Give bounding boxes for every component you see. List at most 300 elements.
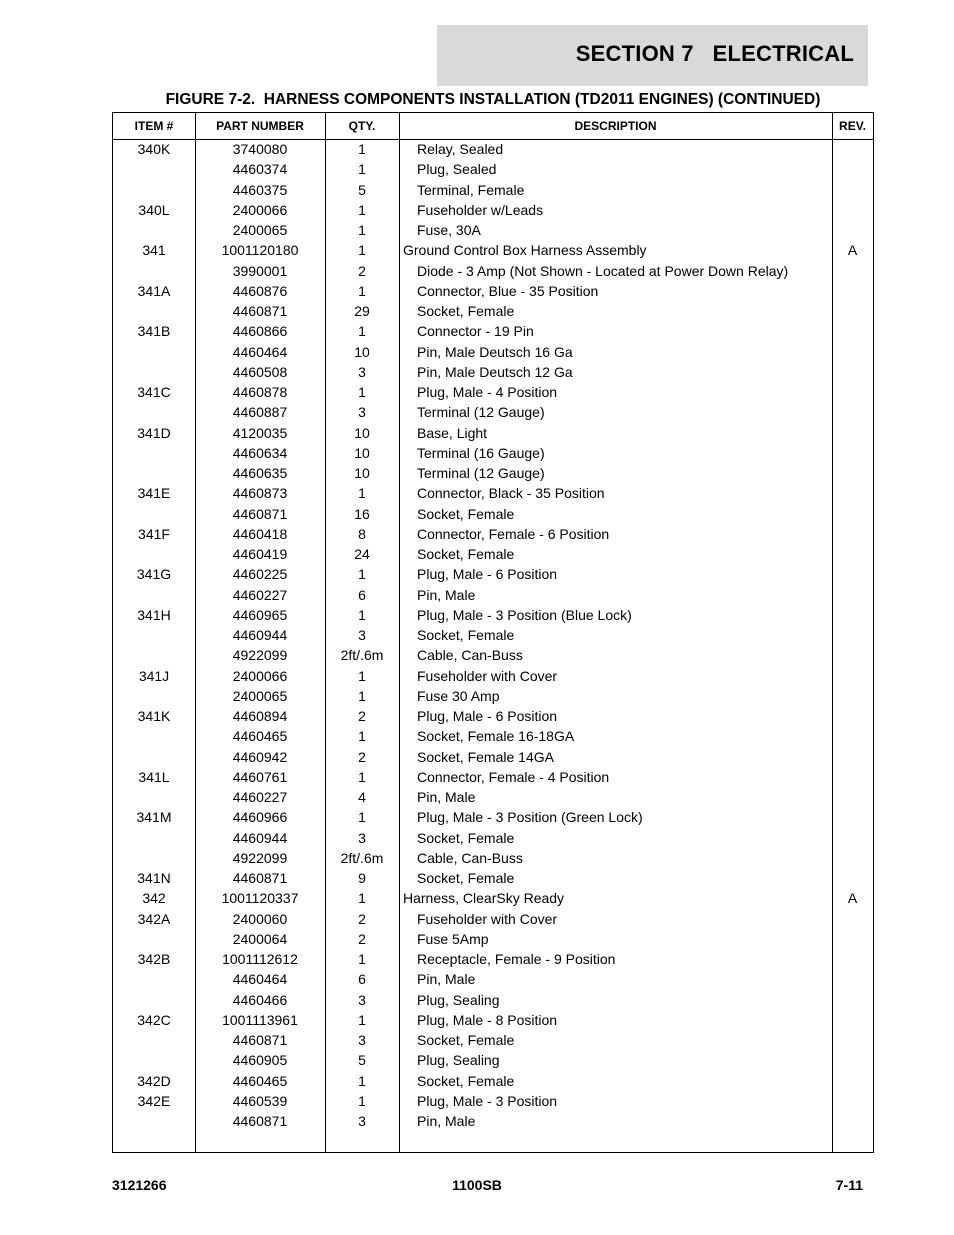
item-cell: 341G: [136, 566, 172, 583]
item-cell: 342B: [137, 951, 171, 967]
part-number-cell: 4460374: [232, 161, 288, 178]
rev-cell: [832, 625, 873, 645]
table-row: [113, 929, 873, 949]
rev-cell: [832, 382, 873, 402]
rev-cell: [832, 787, 873, 807]
description-cell: Socket, Female 14GA: [417, 748, 554, 765]
table-row: [113, 564, 873, 584]
item-cell: [113, 990, 195, 1010]
rev-cell: [832, 443, 873, 463]
rev-cell: [832, 1050, 873, 1070]
table-row: [113, 686, 873, 706]
description-cell: Terminal (12 Gauge): [417, 465, 545, 481]
item-cell: 341K: [137, 708, 171, 724]
description-cell: Terminal (16 Gauge): [417, 444, 545, 461]
rev-cell: A: [847, 890, 858, 907]
part-number-cell: 1001120337: [221, 890, 299, 907]
table-row: [113, 949, 873, 969]
parts-table: [112, 112, 874, 1153]
table-row: [113, 909, 873, 929]
table-row: [113, 544, 873, 564]
qty-cell: 10: [354, 424, 370, 441]
table-row: [113, 807, 873, 827]
part-number-cell: 4460375: [232, 181, 288, 198]
rev-cell: [832, 1111, 873, 1131]
description-cell: Fuseholder with Cover: [417, 667, 558, 684]
item-cell: 341: [142, 242, 166, 259]
qty-cell: 2: [358, 910, 366, 927]
table-row: [113, 524, 873, 544]
description-cell: Connector, Black - 35 Position: [417, 485, 605, 502]
header-item: ITEM #: [134, 119, 174, 133]
description-cell: Pin, Male: [417, 789, 476, 805]
part-number-cell: 3740080: [232, 141, 288, 157]
rev-cell: [832, 1030, 873, 1050]
qty-cell: 1: [358, 667, 366, 684]
qty-cell: 6: [358, 971, 366, 988]
part-number-cell: 4922099: [232, 647, 288, 664]
qty-cell: 3: [358, 627, 366, 643]
table-row: [113, 868, 873, 888]
item-cell: [113, 747, 195, 767]
rev-cell: [832, 909, 873, 929]
table-row: [113, 240, 873, 260]
item-cell: 342C: [137, 1011, 171, 1028]
description-cell: Relay, Sealed: [417, 141, 504, 157]
item-cell: [113, 362, 195, 382]
qty-cell: 1: [358, 141, 366, 157]
item-cell: 342A: [137, 910, 171, 927]
description-cell: Receptacle, Female - 9 Position: [417, 951, 616, 967]
description-cell: Base, Light: [417, 424, 488, 441]
rev-cell: [832, 1010, 873, 1030]
qty-cell: 1: [358, 728, 366, 745]
qty-cell: 29: [354, 303, 370, 319]
rev-cell: [832, 544, 873, 564]
description-cell: Cable, Can-Buss: [417, 647, 523, 664]
table-row: [113, 1050, 873, 1070]
description-cell: Socket, Female: [417, 829, 515, 846]
item-cell: 341B: [137, 323, 171, 340]
description-cell: Diode - 3 Amp (Not Shown - Located at Power Down Relay): [417, 262, 789, 279]
item-cell: [113, 726, 195, 746]
table-row: [113, 321, 873, 341]
table-row: [113, 1030, 873, 1050]
qty-cell: 1: [358, 282, 366, 299]
description-cell: Plug, Male - 3 Position: [417, 1092, 558, 1109]
description-cell: Connector, Female - 6 Position: [417, 525, 610, 542]
part-number-cell: 4460871: [232, 870, 288, 886]
qty-cell: 1: [358, 768, 366, 785]
qty-cell: 1: [358, 951, 366, 967]
qty-cell: 1: [358, 384, 366, 400]
rev-cell: [832, 747, 873, 767]
part-number-cell: 4460965: [232, 606, 288, 623]
part-number-cell: 2400066: [232, 201, 288, 218]
qty-cell: 3: [358, 404, 366, 421]
qty-cell: 1: [358, 485, 366, 502]
description-cell: Plug, Male - 6 Position: [417, 708, 558, 724]
item-cell: 342: [142, 890, 166, 907]
table-row: [113, 585, 873, 605]
part-number-cell: 4460539: [232, 1092, 288, 1109]
item-cell: [113, 625, 195, 645]
rev-cell: [832, 564, 873, 584]
description-cell: Harness, ClearSky Ready: [403, 890, 565, 907]
rev-cell: A: [847, 242, 858, 259]
table-body: [113, 139, 873, 1131]
qty-cell: 5: [358, 181, 366, 198]
item-cell: [113, 342, 195, 362]
table-row: [113, 139, 873, 159]
part-number-cell: 4460419: [232, 546, 288, 562]
qty-cell: 8: [358, 525, 366, 542]
qty-cell: 3: [358, 363, 366, 380]
qty-cell: 16: [354, 505, 370, 522]
rev-cell: [832, 828, 873, 848]
table-row: [113, 666, 873, 686]
part-number-cell: 4460894: [232, 708, 288, 724]
part-number-cell: 4460465: [232, 728, 288, 745]
qty-cell: 10: [354, 465, 370, 481]
qty-cell: 6: [358, 586, 366, 603]
part-number-cell: 4460873: [232, 485, 288, 502]
table-row: [113, 969, 873, 989]
description-cell: Socket, Female 16-18GA: [417, 728, 575, 745]
item-cell: 341F: [138, 525, 170, 542]
item-cell: [113, 220, 195, 240]
description-cell: Fuseholder with Cover: [417, 910, 558, 927]
header-qty: QTY.: [348, 119, 376, 133]
qty-cell: 1: [358, 566, 366, 583]
rev-cell: [832, 524, 873, 544]
item-cell: 342E: [137, 1092, 171, 1109]
part-number-cell: 4460761: [232, 768, 288, 785]
description-cell: Socket, Female: [417, 546, 515, 562]
description-cell: Fuseholder w/Leads: [417, 201, 544, 218]
description-cell: Fuse, 30A: [417, 222, 481, 238]
rev-cell: [832, 848, 873, 868]
item-cell: [113, 929, 195, 949]
qty-cell: 3: [358, 829, 366, 846]
part-number-cell: 4460871: [232, 303, 288, 319]
table-row: [113, 990, 873, 1010]
part-number-cell: 4460905: [232, 1052, 288, 1069]
table-row: [113, 1071, 873, 1091]
rev-cell: [832, 200, 873, 220]
description-cell: Cable, Can-Buss: [417, 849, 523, 866]
description-cell: Connector, Blue - 35 Position: [417, 282, 599, 299]
part-number-cell: 4460227: [232, 789, 288, 805]
item-cell: [113, 828, 195, 848]
table-row: [113, 443, 873, 463]
item-cell: [113, 463, 195, 483]
description-cell: Plug, Male - 8 Position: [417, 1011, 558, 1028]
table-row: [113, 625, 873, 645]
qty-cell: 5: [358, 1052, 366, 1069]
qty-cell: 1: [358, 1092, 366, 1109]
table-row: [113, 220, 873, 240]
item-cell: [113, 1111, 195, 1131]
description-cell: Terminal, Female: [417, 181, 525, 198]
header-rev: REV.: [839, 119, 866, 133]
description-cell: Ground Control Box Harness Assembly: [403, 242, 647, 259]
item-cell: [113, 969, 195, 989]
rev-cell: [832, 666, 873, 686]
table-row: [113, 200, 873, 220]
rev-cell: [832, 868, 873, 888]
part-number-cell: 2400060: [232, 910, 288, 927]
item-cell: 340L: [138, 201, 170, 218]
part-number-cell: 4460871: [232, 1113, 288, 1129]
part-number-cell: 4460871: [232, 1032, 288, 1048]
rev-cell: [832, 686, 873, 706]
item-cell: [113, 544, 195, 564]
rev-cell: [832, 261, 873, 281]
rev-cell: [832, 342, 873, 362]
footer-page-number: 7-11: [835, 1177, 863, 1193]
part-number-cell: 4922099: [232, 849, 288, 866]
qty-cell: 1: [358, 1072, 366, 1089]
table-row: [113, 180, 873, 200]
qty-cell: 10: [354, 444, 370, 461]
description-cell: Plug, Sealed: [417, 161, 497, 178]
rev-cell: [832, 929, 873, 949]
description-cell: Pin, Male: [417, 971, 476, 988]
description-cell: Plug, Sealing: [417, 1052, 500, 1069]
qty-cell: 1: [358, 242, 366, 259]
part-number-cell: 1001112612: [222, 951, 298, 967]
qty-cell: 1: [358, 606, 366, 623]
rev-cell: [832, 220, 873, 240]
part-number-cell: 4460871: [232, 505, 288, 522]
description-cell: Socket, Female: [417, 627, 515, 643]
item-cell: 341N: [137, 870, 171, 886]
item-cell: [113, 180, 195, 200]
item-cell: 341A: [137, 282, 171, 299]
item-cell: 342D: [137, 1072, 171, 1089]
rev-cell: [832, 1091, 873, 1111]
item-cell: [113, 686, 195, 706]
section-banner: [437, 25, 868, 86]
rev-cell: [832, 281, 873, 301]
rev-cell: [832, 362, 873, 382]
part-number-cell: 1001113961: [222, 1011, 298, 1028]
part-number-cell: 4460887: [232, 404, 288, 421]
qty-cell: 10: [354, 343, 370, 360]
table-row: [113, 888, 873, 908]
qty-cell: 2: [358, 262, 366, 279]
item-cell: 341C: [137, 384, 171, 400]
qty-cell: 1: [358, 201, 366, 218]
footer-model: 1100SB: [452, 1177, 502, 1193]
part-number-cell: 4460966: [232, 809, 288, 826]
description-cell: Plug, Male - 4 Position: [417, 384, 558, 400]
item-cell: 341L: [138, 768, 170, 785]
description-cell: Connector - 19 Pin: [417, 323, 534, 340]
table-row: [113, 159, 873, 179]
description-cell: Pin, Male: [417, 586, 476, 603]
rev-cell: [832, 159, 873, 179]
description-cell: Pin, Male Deutsch 16 Ga: [417, 343, 573, 360]
qty-cell: 1: [358, 809, 366, 826]
rev-cell: [832, 402, 873, 422]
part-number-cell: 2400065: [232, 222, 288, 238]
table-row: [113, 402, 873, 422]
table-row: [113, 747, 873, 767]
qty-cell: 1: [358, 687, 366, 704]
part-number-cell: 3990001: [232, 262, 288, 279]
part-number-cell: 2400065: [232, 687, 288, 704]
qty-cell: 3: [358, 991, 366, 1008]
part-number-cell: 4460418: [232, 525, 288, 542]
qty-cell: 2ft/.6m: [340, 647, 384, 664]
item-cell: [113, 1030, 195, 1050]
qty-cell: 9: [358, 870, 366, 886]
part-number-cell: 2400066: [232, 667, 288, 684]
qty-cell: 4: [358, 789, 366, 805]
description-cell: Plug, Male - 3 Position (Green Lock): [417, 809, 643, 826]
description-cell: Connector, Female - 4 Position: [417, 768, 610, 785]
header-description: DESCRIPTION: [574, 119, 657, 133]
table-row: [113, 423, 873, 443]
qty-cell: 24: [354, 546, 370, 562]
item-cell: 341D: [137, 424, 171, 441]
table-row: [113, 706, 873, 726]
item-cell: 341H: [137, 606, 171, 623]
rev-cell: [832, 706, 873, 726]
table-row: [113, 382, 873, 402]
rev-cell: [832, 504, 873, 524]
part-number-cell: 4460466: [232, 991, 288, 1008]
rev-cell: [832, 139, 873, 159]
part-number-cell: 4460464: [232, 343, 288, 360]
item-cell: [113, 301, 195, 321]
qty-cell: 2: [358, 930, 366, 947]
part-number-cell: 4460876: [232, 282, 288, 299]
item-cell: [113, 402, 195, 422]
part-number-cell: 4460464: [232, 971, 288, 988]
part-number-cell: 1001120180: [221, 242, 299, 259]
part-number-cell: 4460866: [232, 323, 288, 340]
item-cell: [113, 585, 195, 605]
footer-doc-number: 3121266: [112, 1177, 167, 1193]
part-number-cell: 4460942: [232, 748, 288, 765]
table-row: [113, 726, 873, 746]
item-cell: 341J: [138, 667, 170, 684]
part-number-cell: 2400064: [232, 930, 288, 947]
qty-cell: 3: [358, 1113, 366, 1129]
qty-cell: 1: [358, 161, 366, 178]
table-row: [113, 261, 873, 281]
rev-cell: [832, 483, 873, 503]
rev-cell: [832, 726, 873, 746]
qty-cell: 2ft/.6m: [340, 849, 384, 866]
rev-cell: [832, 990, 873, 1010]
part-number-cell: 4460225: [232, 566, 288, 583]
qty-cell: 1: [358, 890, 366, 907]
qty-cell: 2: [358, 708, 366, 724]
qty-cell: 3: [358, 1032, 366, 1048]
description-cell: Fuse 30 Amp: [417, 687, 500, 704]
item-cell: [113, 787, 195, 807]
description-cell: Pin, Male Deutsch 12 Ga: [417, 363, 573, 380]
description-cell: Socket, Female: [417, 870, 515, 886]
description-cell: Socket, Female: [417, 1032, 515, 1048]
table-row: [113, 767, 873, 787]
table-row: [113, 1111, 873, 1131]
rev-cell: [832, 807, 873, 827]
rev-cell: [832, 321, 873, 341]
description-cell: Plug, Sealing: [417, 991, 500, 1008]
table-row: [113, 828, 873, 848]
rev-cell: [832, 767, 873, 787]
part-number-cell: 4460878: [232, 384, 288, 400]
item-cell: [113, 443, 195, 463]
description-cell: Plug, Male - 6 Position: [417, 566, 558, 583]
item-cell: [113, 848, 195, 868]
item-cell: 341E: [137, 485, 171, 502]
rev-cell: [832, 949, 873, 969]
table-row: [113, 342, 873, 362]
table-row: [113, 281, 873, 301]
table-row: [113, 848, 873, 868]
table-row: [113, 1010, 873, 1030]
rev-cell: [832, 180, 873, 200]
part-number-cell: 4460634: [232, 444, 288, 461]
part-number-cell: 4460944: [232, 627, 288, 643]
item-cell: [113, 1050, 195, 1070]
description-cell: Socket, Female: [417, 505, 515, 522]
description-cell: Pin, Male: [417, 1113, 476, 1129]
description-cell: Fuse 5Amp: [417, 930, 489, 947]
qty-cell: 1: [358, 323, 366, 340]
table-row: [113, 605, 873, 625]
header-part-number: PART NUMBER: [216, 119, 304, 133]
item-cell: [113, 504, 195, 524]
table-row: [113, 787, 873, 807]
part-number-cell: 4460227: [232, 586, 288, 603]
rev-cell: [832, 969, 873, 989]
rev-cell: [832, 301, 873, 321]
part-number-cell: 4460944: [232, 829, 288, 846]
item-cell: [113, 159, 195, 179]
item-cell: [113, 645, 195, 665]
item-cell: 341M: [136, 809, 172, 826]
table-row: [113, 504, 873, 524]
qty-cell: 2: [358, 748, 366, 765]
part-number-cell: 4460635: [232, 465, 288, 481]
table-row: [113, 362, 873, 382]
item-cell: 340K: [137, 141, 171, 157]
rev-cell: [832, 463, 873, 483]
qty-cell: 1: [358, 1011, 366, 1028]
rev-cell: [832, 585, 873, 605]
description-cell: Socket, Female: [417, 1072, 515, 1089]
table-row: [113, 483, 873, 503]
rev-cell: [832, 1071, 873, 1091]
qty-cell: 1: [358, 222, 366, 238]
rev-cell: [832, 645, 873, 665]
rev-cell: [832, 423, 873, 443]
part-number-cell: 4460465: [232, 1072, 288, 1089]
rev-cell: [832, 605, 873, 625]
table-row: [113, 301, 873, 321]
table-row: [113, 463, 873, 483]
section-title: SECTION 7 ELECTRICAL: [575, 41, 854, 66]
part-number-cell: 4460508: [232, 363, 288, 380]
part-number-cell: 4120035: [232, 424, 288, 441]
